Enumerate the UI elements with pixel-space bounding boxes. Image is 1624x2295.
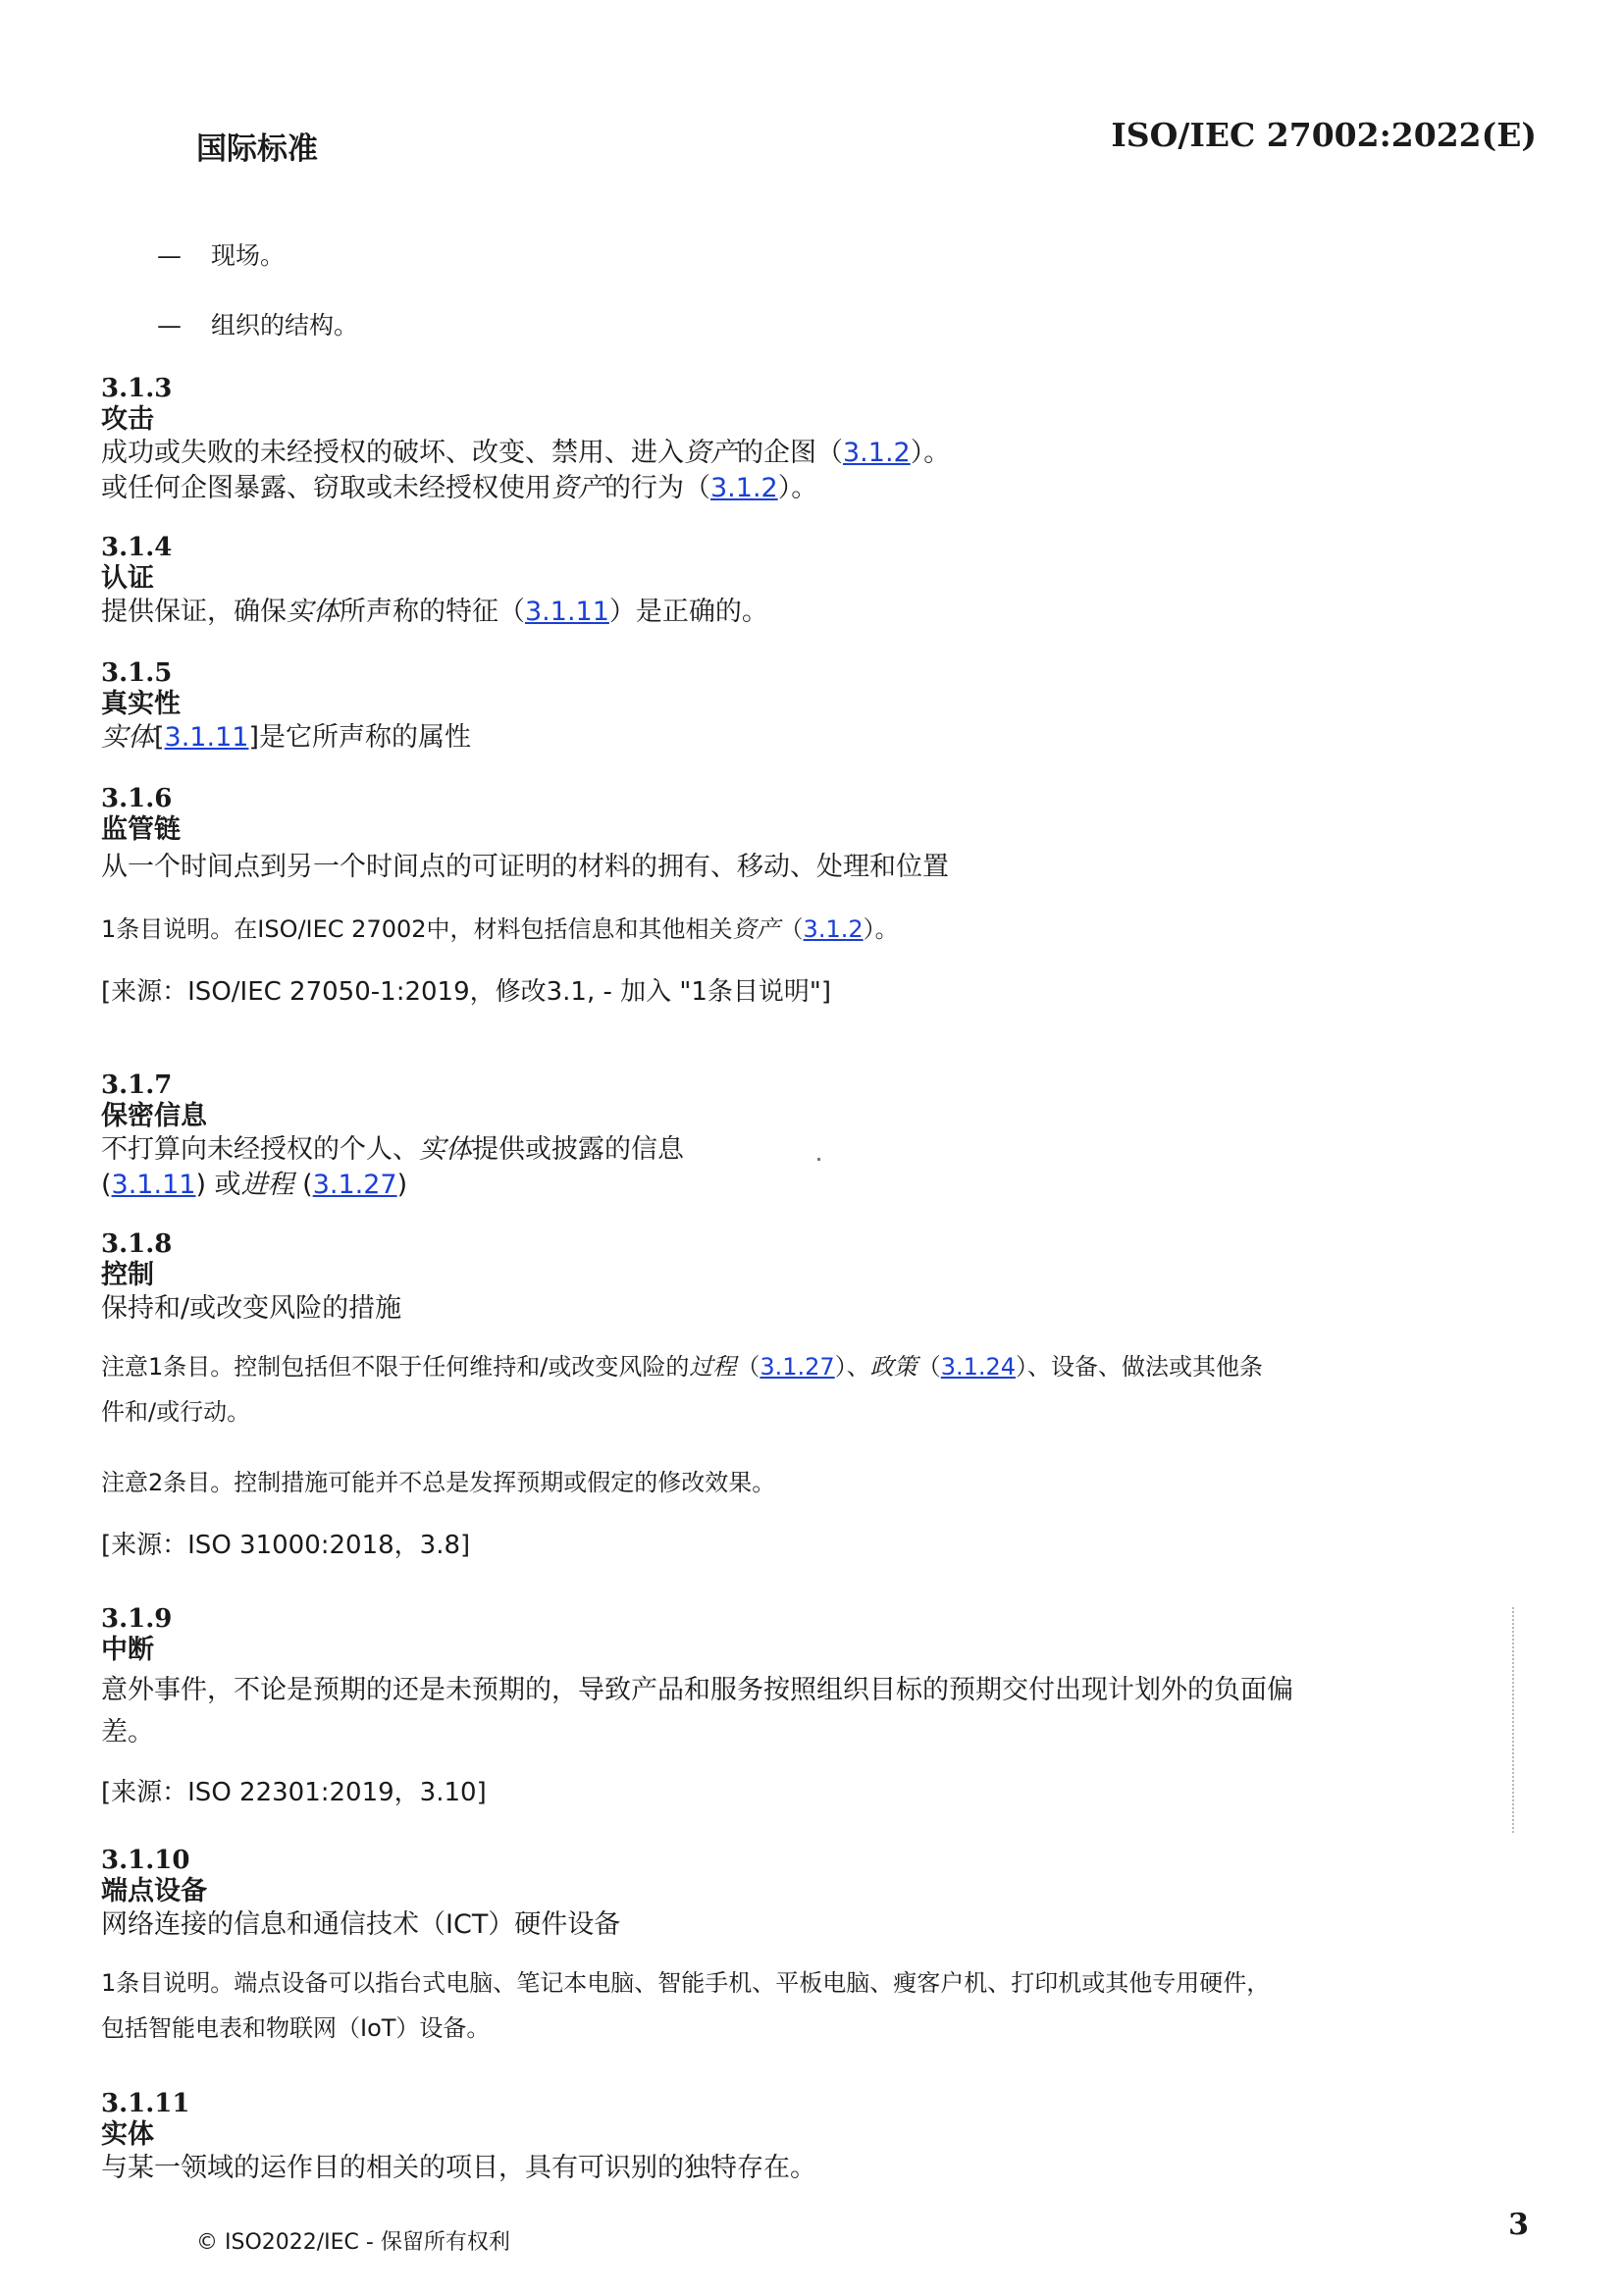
cross-ref-link[interactable]: 3.1.11 [525,597,609,627]
cross-ref-link[interactable]: 3.1.27 [760,1353,835,1381]
term-title: 保密信息 [101,1101,207,1131]
term-note: 注意2条目。控制措施可能并不总是发挥预期或假定的修改效果。 [101,1469,776,1496]
term-entry-3-1-8 [101,1228,1475,1562]
cross-ref-link[interactable]: 3.1.2 [803,915,864,943]
page-number: 3 [1508,2208,1529,2242]
term-definition: 与某一领域的运作目的相关的项目，具有可识别的独特存在。 [101,2153,816,2183]
term-number: 3.1.8 [101,1229,173,1259]
cross-ref-link[interactable]: 3.1.11 [111,1170,196,1200]
cross-ref-link[interactable]: 3.1.2 [843,438,911,468]
term-source: [来源：ISO/IEC 27050-1:2019，修改3.1, - 加入 "1条目说明"] [101,977,832,1007]
term-definition: 保持和/或改变风险的措施 [101,1293,402,1324]
term-definition: 不打算向未经授权的个人、实体提供或披露的信息 [101,1134,684,1165]
term-title: 真实性 [101,689,181,719]
term-entry-3-1-9 [101,1603,1475,1809]
term-entry-3-1-11 [101,2088,1475,2186]
footer-copyright: © ISO2022/IEC - 保留所有权利 [196,2230,510,2255]
term-title: 中断 [101,1635,154,1665]
term-number: 3.1.10 [101,1846,190,1875]
term-note: 件和/或行动。 [101,1398,251,1426]
cross-ref-link[interactable]: 3.1.24 [940,1353,1017,1381]
term-note: 包括智能电表和物联网（IoT）设备。 [101,2014,491,2042]
term-definition: 实体[3.1.11]是它所声称的属性 [101,722,471,753]
term-entry-3-1-7 [101,1069,1475,1203]
dash-bullet: — [157,241,182,270]
header-document-id: ISO/IEC 27002:2022(E) [1111,116,1537,154]
scan-speck [817,1158,820,1161]
term-entry-3-1-6 [101,783,1475,1009]
term-title: 实体 [101,2119,154,2150]
list-item [157,236,285,272]
term-title: 监管链 [101,814,181,845]
term-definition: 差。 [101,1717,154,1747]
term-number: 3.1.6 [101,784,173,813]
term-note: 1条目说明。端点设备可以指台式电脑、笔记本电脑、智能手机、平板电脑、瘦客户机、打印机或其他专用硬件， [101,1969,1271,1997]
term-number: 3.1.4 [101,533,173,562]
header-standard-label: 国际标准 [196,131,318,167]
margin-dotted-line [1512,1607,1518,1833]
term-entry-3-1-10 [101,1845,1475,2051]
term-note: 1条目说明。在ISO/IEC 27002中，材料包括信息和其他相关资产（3.1.2）。 [101,915,899,943]
term-number: 3.1.9 [101,1604,173,1634]
term-definition: 从一个时间点到另一个时间点的可证明的材料的拥有、移动、处理和位置 [101,852,949,882]
term-entry-3-1-3 [101,373,1475,506]
term-note: 注意1条目。控制包括但不限于任何维持和/或改变风险的过程（3.1.27）、政策（3.1.24）、设备、做法或其他条 [101,1353,1264,1381]
term-number: 3.1.11 [101,2089,190,2118]
term-title: 端点设备 [101,1876,207,1906]
term-definition: 网络连接的信息和通信技术（ICT）硬件设备 [101,1909,621,1940]
term-definition: 成功或失败的未经授权的破坏、改变、禁用、进入资产的企图（3.1.2）。 [101,438,951,468]
term-source: [来源：ISO 31000:2018，3.8] [101,1531,471,1560]
term-entry-3-1-4 [101,532,1475,630]
cross-ref-link[interactable]: 3.1.2 [710,473,778,503]
term-definition: 提供保证，确保实体所声称的特征（3.1.11）是正确的。 [101,597,768,627]
term-definition: 意外事件，不论是预期的还是未预期的，导致产品和服务按照组织目标的预期交付出现计划外的负面偏 [101,1675,1293,1705]
term-title: 攻击 [101,404,154,435]
term-source: [来源：ISO 22301:2019，3.10] [101,1778,487,1807]
term-title: 认证 [101,563,154,594]
term-number: 3.1.3 [101,374,173,403]
term-entry-3-1-5 [101,657,1475,756]
list-item [157,306,358,341]
term-definition: 或任何企图暴露、窃取或未经授权使用资产的行为（3.1.2）。 [101,473,818,503]
list-item-text: 现场。 [211,241,286,270]
cross-ref-link[interactable]: 3.1.27 [312,1170,397,1200]
list-item-text: 组织的结构。 [211,311,359,339]
term-definition: (3.1.11) 或进程 (3.1.27) [101,1170,408,1200]
cross-ref-link[interactable]: 3.1.11 [164,722,249,753]
term-number: 3.1.7 [101,1070,173,1100]
term-title: 控制 [101,1260,154,1290]
term-number: 3.1.5 [101,658,173,688]
dash-bullet: — [157,311,182,339]
